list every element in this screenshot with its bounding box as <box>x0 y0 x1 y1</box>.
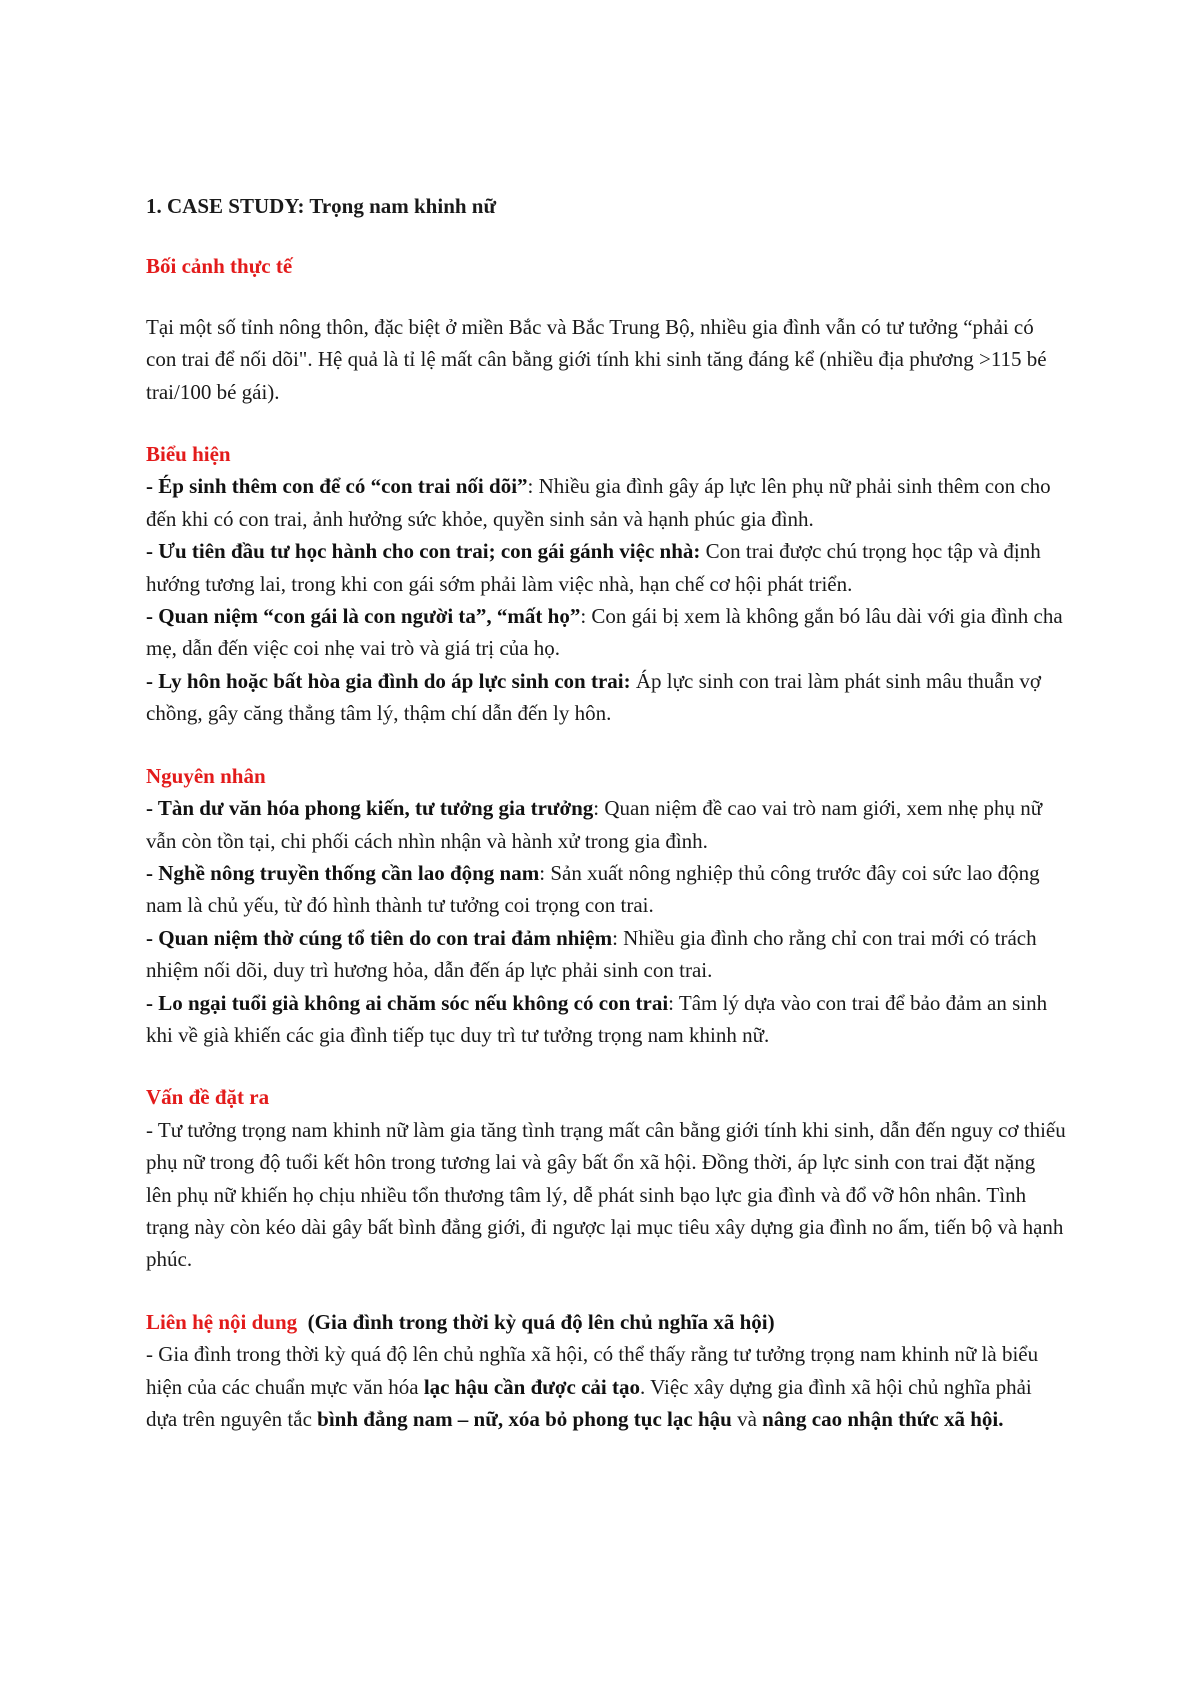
manifestation-item <box>146 665 1066 730</box>
issues-paragraph: - Tư tưởng trọng nam khinh nữ làm gia tăng tình trạng mất cân bằng giới tính khi sinh, dẫn đến nguy cơ thiếu phụ nữ trong độ tuổi kết hôn trong tương lai và gây bất ổn xã hội. Đồng thời, áp lực sinh con trai đặt nặng lên phụ nữ khiến họ chịu nhiều tổn thương tâm lý, dễ phát sinh bạo lực gia đình và đổ vỡ hôn nhân. Tình trạng này còn kéo dài gây bất bình đẳng giới, đi ngược lại mục tiêu xây dựng gia đình no ấm, tiến bộ và hạnh phúc. <box>146 1117 1066 1272</box>
section-heading-relation: Liên hệ nội dung <box>146 1309 298 1334</box>
section-heading-issues: Vấn đề đặt ra <box>146 1085 270 1110</box>
section-heading-causes: Nguyên nhân <box>146 763 266 788</box>
manifestation-item-text: : Con gái bị xem là không gắn bó lâu dài với gia đình cha mẹ, dẫn đến việc coi nhẹ vai trò và giá trị của họ. <box>146 604 1063 661</box>
cause-item-text: : Sản xuất nông nghiệp thủ công trước đây coi sức lao động nam là chủ yếu, từ đó hình thành tư tưởng coi trọng con trai. <box>146 860 1040 918</box>
section-heading-context: Bối cảnh thực tế <box>146 254 293 279</box>
cause-item-text: : Quan niệm đề cao vai trò nam giới, xem nhẹ phụ nữ vẫn còn tồn tại, chi phối cách nhìn nhận và hành xử trong gia đình. <box>146 796 1043 853</box>
cause-item-title: - Lo ngại tuổi già không ai chăm sóc nếu không có con trai <box>146 990 669 1015</box>
section-issues <box>146 1081 1066 1275</box>
relation-text-2: . Việc xây dựng gia đình xã hội chủ nghĩa phải dựa trên nguyên tắc <box>146 1374 1032 1431</box>
relation-text-1: - Gia đình trong thời kỳ quá độ lên chủ nghĩa xã hội, có thể thấy rằng tư tưởng trọng nam khinh nữ là biểu hiện của các chuẩn mực văn hóa <box>146 1342 1039 1399</box>
manifestation-item <box>146 535 1066 600</box>
cause-item <box>146 922 1066 987</box>
section-heading-manifestations: Biểu hiện <box>146 442 231 467</box>
manifestation-item-title: - Ly hôn hoặc bất hòa gia đình do áp lực sinh con trai: <box>146 668 631 693</box>
document-page <box>146 190 1066 1465</box>
manifestation-item <box>146 470 1066 535</box>
relation-text-3: và <box>731 1407 763 1431</box>
relation-subheading: (Gia đình trong thời kỳ quá độ lên chủ nghĩa xã hội) <box>307 1309 775 1334</box>
cause-item <box>146 987 1066 1052</box>
manifestation-item-text: : Nhiều gia đình gây áp lực lên phụ nữ phải sinh thêm con cho đến khi có con trai, ảnh hưởng sức khỏe, quyền sinh sản và hạnh phúc gia đình. <box>146 474 1051 531</box>
manifestation-item <box>146 600 1066 665</box>
relation-bold-3: nâng cao nhận thức xã hội. <box>762 1407 1004 1431</box>
section-causes <box>146 760 1066 1052</box>
manifestation-item-title: - Ép sinh thêm con để có “con trai nối dõi” <box>146 474 528 499</box>
section-relation <box>146 1306 1066 1436</box>
relation-heading-line <box>146 1306 1066 1338</box>
cause-item-text: : Nhiều gia đình cho rằng chỉ con trai mới có trách nhiệm nối dõi, duy trì hương hỏa, dẫn đến áp lực phải sinh con trai. <box>146 925 1037 983</box>
manifestation-item-title: - Ưu tiên đầu tư học hành cho con trai; con gái gánh việc nhà: <box>146 539 701 564</box>
relation-bold-2: bình đẳng nam – nữ, xóa bỏ phong tục lạc hậu <box>317 1407 732 1431</box>
relation-paragraph <box>146 1338 1066 1435</box>
cause-item <box>146 857 1066 922</box>
cause-item-title: - Nghề nông truyền thống cần lao động nam <box>146 860 540 885</box>
context-paragraph: Tại một số tỉnh nông thôn, đặc biệt ở miền Bắc và Bắc Trung Bộ, nhiều gia đình vẫn có tư tưởng “phải có con trai để nối dõi". Hệ quả là tỉ lệ mất cân bằng giới tính khi sinh tăng đáng kể (nhiều địa phương >115 bé trai/100 bé gái). <box>146 314 1047 404</box>
cause-item-title: - Tàn dư văn hóa phong kiến, tư tưởng gia trưởng <box>146 796 594 821</box>
cause-item-text: : Tâm lý dựa vào con trai để bảo đảm an sinh khi về già khiến các gia đình tiếp tục duy trì tư tưởng trọng nam khinh nữ. <box>146 990 1048 1047</box>
section-context <box>146 250 1066 408</box>
section-manifestations <box>146 438 1066 730</box>
manifestation-item-title: - Quan niệm “con gái là con người ta”, “mất họ” <box>146 604 581 629</box>
manifestation-item-text: Con trai được chú trọng học tập và định hướng tương lai, trong khi con gái sớm phải làm việc nhà, hạn chế cơ hội phát triển. <box>146 539 1041 596</box>
cause-item <box>146 792 1066 857</box>
document-title: 1. CASE STUDY: Trọng nam khinh nữ <box>146 194 497 218</box>
cause-item-title: - Quan niệm thờ cúng tổ tiên do con trai đảm nhiệm <box>146 925 613 950</box>
manifestation-item-text: Áp lực sinh con trai làm phát sinh mâu thuẫn vợ chồng, gây căng thẳng tâm lý, thậm chí dẫn đến ly hôn. <box>146 668 1041 726</box>
relation-bold-1: lạc hậu cần được cải tạo <box>423 1374 640 1399</box>
